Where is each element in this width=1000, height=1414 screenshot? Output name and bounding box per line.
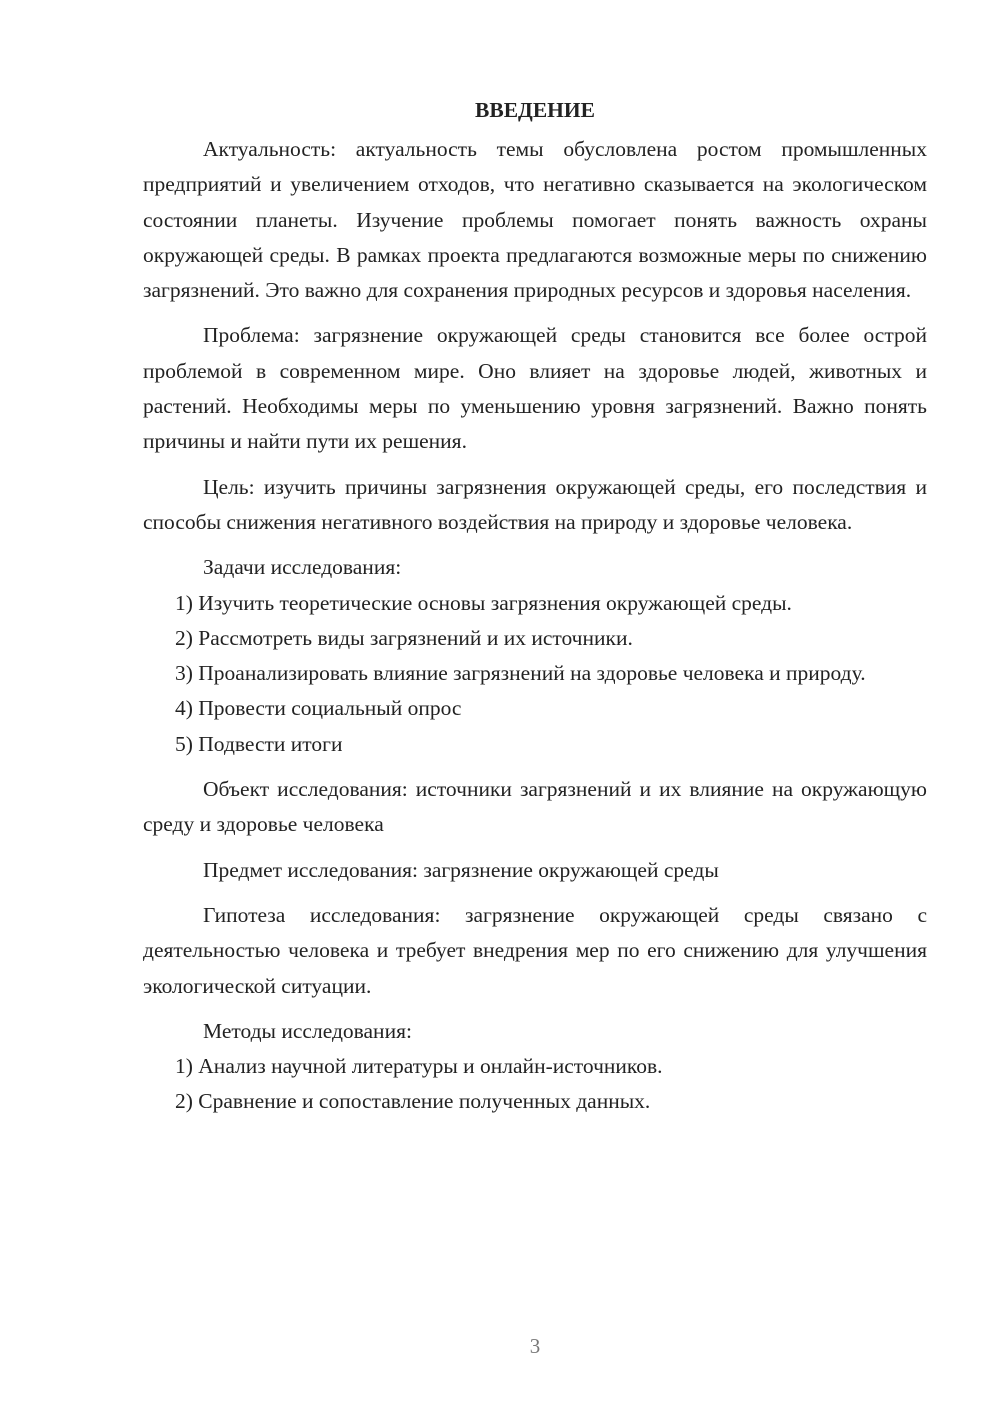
- goal-paragraph: Цель: изучить причины загрязнения окружающей среды, его последствия и способы снижения негативного воздействия на природу и здоровье человека.: [143, 474, 927, 534]
- method-item-2: 2) Сравнение и сопоставление полученных данных.: [175, 1089, 651, 1114]
- hypothesis-paragraph: Гипотеза исследования: загрязнение окружающей среды связано с деятельностью человека и требует внедрения мер по его снижению для улучшения экологической ситуации.: [143, 902, 927, 998]
- document-title: ВВЕДЕНИЕ: [475, 98, 595, 122]
- method-item-1: 1) Анализ научной литературы и онлайн-источников.: [175, 1054, 663, 1079]
- task-item-4: 4) Провести социальный опрос: [175, 696, 462, 721]
- subject-paragraph: Предмет исследования: загрязнение окружающей среды: [203, 857, 719, 882]
- page-number: 3: [529, 1334, 541, 1358]
- methods-heading: Методы исследования:: [203, 1018, 412, 1043]
- task-item-3: 3) Проанализировать влияние загрязнений на здоровье человека и природу.: [175, 661, 866, 686]
- document-page: [143, 92, 927, 1120]
- tasks-heading: Задачи исследования:: [203, 555, 402, 580]
- task-item-2: 2) Рассмотреть виды загрязнений и их источники.: [175, 625, 633, 650]
- relevance-paragraph: Актуальность: актуальность темы обусловлена ростом промышленных предприятий и увеличением отходов, что негативно сказывается на экологическом состоянии планеты. Изучение проблемы помогает понять важность охраны окружающей среды. В рамках проекта предлагаются возможные меры по снижению загрязнений. Это важно для сохранения природных ресурсов и здоровья населения.: [143, 137, 927, 303]
- object-paragraph: Объект исследования: источники загрязнений и их влияние на окружающую среду и здоровье человека: [143, 777, 927, 837]
- task-item-5: 5) Подвести итоги: [175, 731, 343, 756]
- task-item-1: 1) Изучить теоретические основы загрязнения окружающей среды.: [175, 590, 792, 615]
- problem-paragraph: Проблема: загрязнение окружающей среды становится все более острой проблемой в современном мире. Оно влияет на здоровье людей, животных и растений. Необходимы меры по уменьшению уровня загрязнений. Важно понять причины и найти пути их решения.: [143, 323, 927, 454]
